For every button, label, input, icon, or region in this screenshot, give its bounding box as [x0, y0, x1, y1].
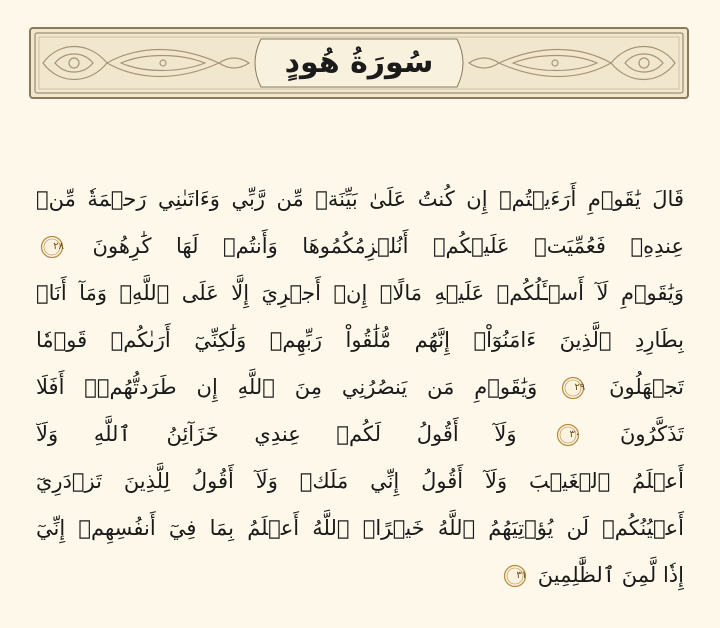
verse-line-8	[36, 505, 684, 552]
verse-line-6	[36, 411, 684, 458]
verse-line-3	[36, 270, 684, 317]
ayah-number: ٣٠	[569, 429, 581, 440]
verse-line-1	[36, 176, 684, 223]
verse-text: بِطَارِدِ ٱلَّذِينَ ءَامَنُوٓاْۚ إِنَّهُم مُّلَٰقُواْ رَبِّهِمۡ وَلَٰكِنِّيٓ أَرَىٰكُمۡ قَوۡمٗا	[36, 328, 684, 352]
verse-line-2	[36, 223, 684, 270]
surah-header-banner	[29, 27, 689, 99]
verse-text: قَالَ يَٰقَوۡمِ أَرَءَيۡتُمۡ إِن كُنتُ عَلَىٰ بَيِّنَةٖ مِّن رَّبِّي وَءَاتَىٰنِي رَحۡمَةٗ مِّنۡ	[36, 187, 684, 211]
verse-text: وَلَآ أَقُولُ لَكُمۡ عِندِي خَزَآئِنُ ٱللَّهِ وَلَآ	[36, 422, 517, 446]
verse-text: تَذَكَّرُونَ	[619, 422, 684, 446]
verse-text: أَعۡيُنُكُمۡ لَن يُؤۡتِيَهُمُ ٱللَّهُ خَيۡرًاۖ ٱللَّهُ أَعۡلَمُ بِمَا فِيٓ أَنفُسِهِمۡ إِنِّيٓ	[36, 516, 684, 540]
verse-line-9	[36, 552, 684, 599]
ayah-number: ٢٩	[574, 382, 586, 393]
ayah-number: ٢٨	[53, 241, 64, 252]
ayah-number-marker	[40, 235, 64, 259]
ayah-number-marker	[561, 376, 585, 400]
ayah-number: ٣١	[516, 570, 528, 581]
verse-line-5	[36, 364, 684, 411]
verses-block	[36, 176, 684, 599]
surah-title: سُورَةُ هُودٍ	[284, 45, 434, 80]
verse-text: عِندِهِۦ فَعُمِّيَتۡ عَلَيۡكُمۡ أَنُلۡزِمُكُمُوهَا وَأَنتُمۡ لَهَا كَٰرِهُونَ	[92, 234, 684, 258]
verse-text: وَيَٰقَوۡمِ لَآ أَسۡـَٔلُكُمۡ عَلَيۡهِ مَالًاۖ إِنۡ أَجۡرِيَ إِلَّا عَلَى ٱللَّهِۚ وَمَآ أَنَا۠	[36, 281, 684, 305]
verse-text: وَيَٰقَوۡمِ مَن يَنصُرُنِي مِنَ ٱللَّهِ إِن طَرَدتُّهُمۡۚ أَفَلَا	[36, 375, 538, 399]
ayah-number-marker	[556, 423, 580, 447]
verse-line-7	[36, 458, 684, 505]
ayah-number-marker	[503, 564, 527, 588]
verse-text: أَعۡلَمُ ٱلۡغَيۡبَ وَلَآ أَقُولُ إِنِّي مَلَكٞ وَلَآ أَقُولُ لِلَّذِينَ تَزۡدَرِيٓ	[36, 469, 684, 493]
verse-text: إِذٗا لَّمِنَ ٱلظَّٰلِمِينَ	[537, 563, 684, 587]
verse-line-4	[36, 317, 684, 364]
verse-text: تَجۡهَلُونَ	[609, 375, 684, 399]
